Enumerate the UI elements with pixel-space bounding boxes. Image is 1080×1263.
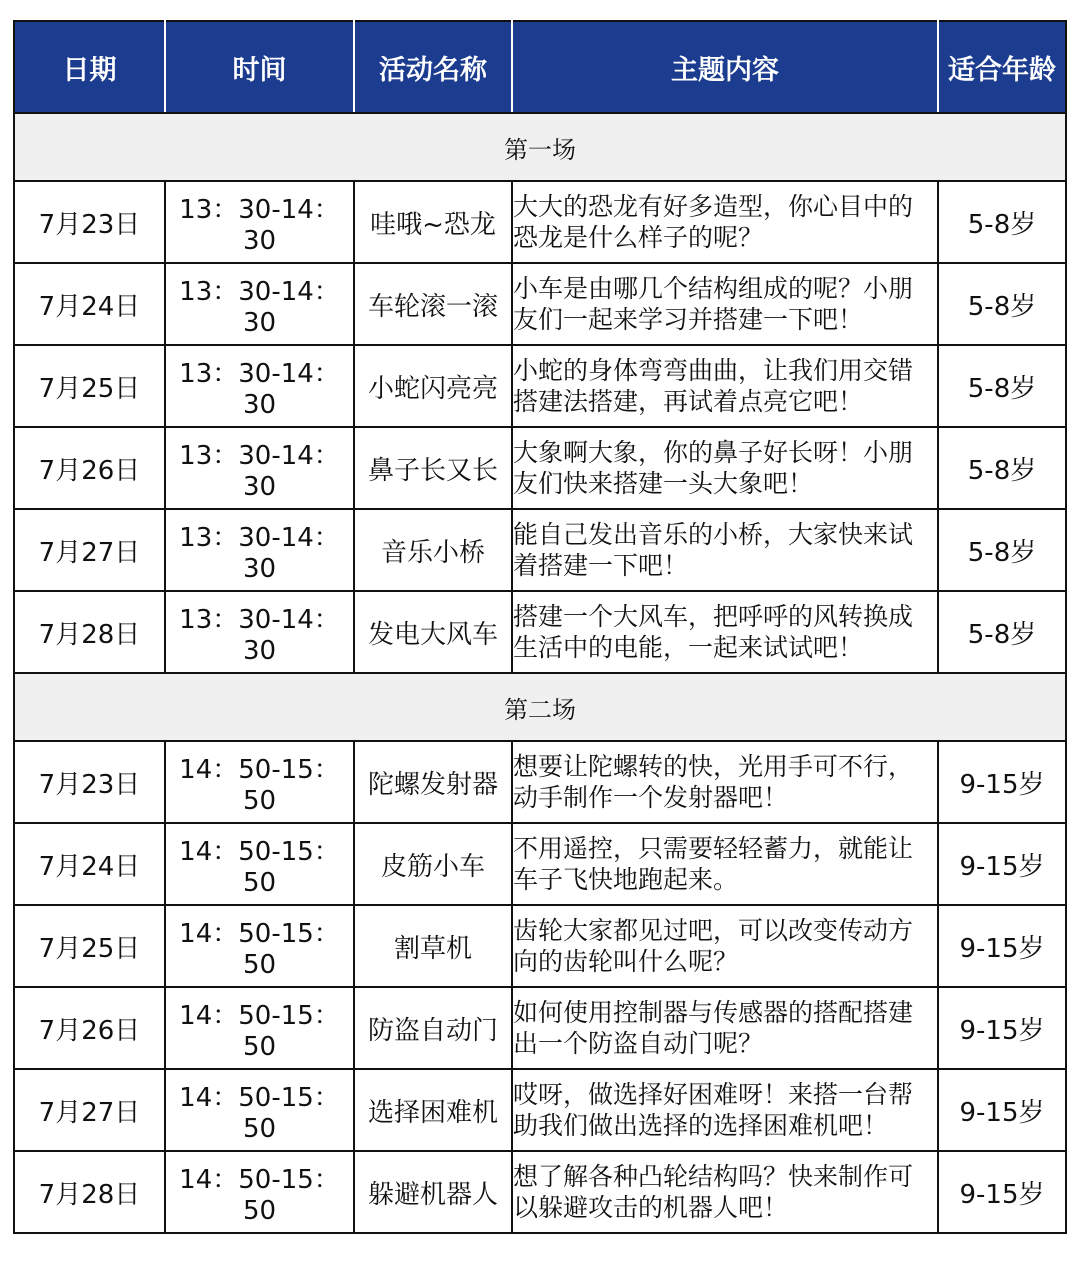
cell-date: 7月24日 [14,263,165,345]
cell-date: 7月27日 [14,509,165,591]
cell-activity-name: 皮筋小车 [354,823,512,905]
cell-date: 7月25日 [14,905,165,987]
cell-activity-name: 选择困难机 [354,1069,512,1151]
cell-time: 13：30-14：30 [165,345,354,427]
table-row [14,509,1066,591]
cell-time: 14：50-15：50 [165,905,354,987]
cell-age: 9-15岁 [938,741,1066,823]
cell-activity-name: 车轮滚一滚 [354,263,512,345]
cell-age: 5-8岁 [938,427,1066,509]
cell-age: 5-8岁 [938,591,1066,673]
cell-age: 5-8岁 [938,181,1066,263]
cell-time: 13：30-14：30 [165,427,354,509]
cell-age: 9-15岁 [938,1151,1066,1233]
table-row [14,591,1066,673]
cell-theme: 齿轮大家都见过吧，可以改变传动方向的齿轮叫什么呢？ [512,905,938,987]
cell-date: 7月28日 [14,1151,165,1233]
cell-activity-name: 防盗自动门 [354,987,512,1069]
cell-date: 7月23日 [14,181,165,263]
cell-activity-name: 发电大风车 [354,591,512,673]
cell-time: 13：30-14：30 [165,181,354,263]
cell-time: 13：30-14：30 [165,509,354,591]
cell-theme: 想要让陀螺转的快，光用手可不行，动手制作一个发射器吧！ [512,741,938,823]
cell-time: 14：50-15：50 [165,1069,354,1151]
cell-age: 9-15岁 [938,823,1066,905]
cell-time: 13：30-14：30 [165,591,354,673]
table-row [14,1069,1066,1151]
cell-theme: 小车是由哪几个结构组成的呢？小朋友们一起来学习并搭建一下吧！ [512,263,938,345]
table-row [14,263,1066,345]
cell-age: 9-15岁 [938,1069,1066,1151]
table-row [14,905,1066,987]
cell-activity-name: 割草机 [354,905,512,987]
section-row [14,113,1066,181]
header-theme: 主题内容 [512,21,938,113]
cell-time: 14：50-15：50 [165,1151,354,1233]
cell-time: 14：50-15：50 [165,987,354,1069]
cell-activity-name: 小蛇闪亮亮 [354,345,512,427]
table-row [14,741,1066,823]
section-title: 第二场 [14,673,1066,741]
cell-theme: 能自己发出音乐的小桥，大家快来试着搭建一下吧！ [512,509,938,591]
table-row [14,427,1066,509]
cell-time: 14：50-15：50 [165,741,354,823]
cell-theme: 小蛇的身体弯弯曲曲，让我们用交错搭建法搭建，再试着点亮它吧！ [512,345,938,427]
cell-age: 9-15岁 [938,987,1066,1069]
cell-theme: 想了解各种凸轮结构吗？快来制作可以躲避攻击的机器人吧！ [512,1151,938,1233]
header-activity-name: 活动名称 [354,21,512,113]
cell-theme: 哎呀，做选择好困难呀！来搭一台帮助我们做出选择的选择困难机吧！ [512,1069,938,1151]
section-row [14,673,1066,741]
cell-theme: 大大的恐龙有好多造型，你心目中的恐龙是什么样子的呢？ [512,181,938,263]
cell-theme: 如何使用控制器与传感器的搭配搭建出一个防盗自动门呢？ [512,987,938,1069]
header-row [14,21,1066,113]
cell-date: 7月25日 [14,345,165,427]
cell-activity-name: 躲避机器人 [354,1151,512,1233]
cell-theme: 搭建一个大风车，把呼呼的风转换成生活中的电能，一起来试试吧！ [512,591,938,673]
cell-activity-name: 陀螺发射器 [354,741,512,823]
cell-activity-name: 鼻子长又长 [354,427,512,509]
cell-activity-name: 音乐小桥 [354,509,512,591]
cell-theme: 大象啊大象，你的鼻子好长呀！小朋友们快来搭建一头大象吧！ [512,427,938,509]
cell-theme: 不用遥控，只需要轻轻蓄力，就能让车子飞快地跑起来。 [512,823,938,905]
cell-date: 7月27日 [14,1069,165,1151]
table-body [14,113,1066,1233]
cell-date: 7月28日 [14,591,165,673]
cell-date: 7月26日 [14,427,165,509]
cell-age: 9-15岁 [938,905,1066,987]
cell-age: 5-8岁 [938,509,1066,591]
table-row [14,987,1066,1069]
header-age: 适合年龄 [938,21,1066,113]
section-title: 第一场 [14,113,1066,181]
table-row [14,823,1066,905]
cell-activity-name: 哇哦~恐龙 [354,181,512,263]
cell-age: 5-8岁 [938,345,1066,427]
cell-date: 7月23日 [14,741,165,823]
cell-time: 14：50-15：50 [165,823,354,905]
table-row [14,1151,1066,1233]
cell-age: 5-8岁 [938,263,1066,345]
header-time: 时间 [165,21,354,113]
cell-date: 7月26日 [14,987,165,1069]
header-date: 日期 [14,21,165,113]
cell-time: 13：30-14：30 [165,263,354,345]
table-row [14,345,1066,427]
schedule-table [13,20,1067,1234]
cell-date: 7月24日 [14,823,165,905]
table-row [14,181,1066,263]
